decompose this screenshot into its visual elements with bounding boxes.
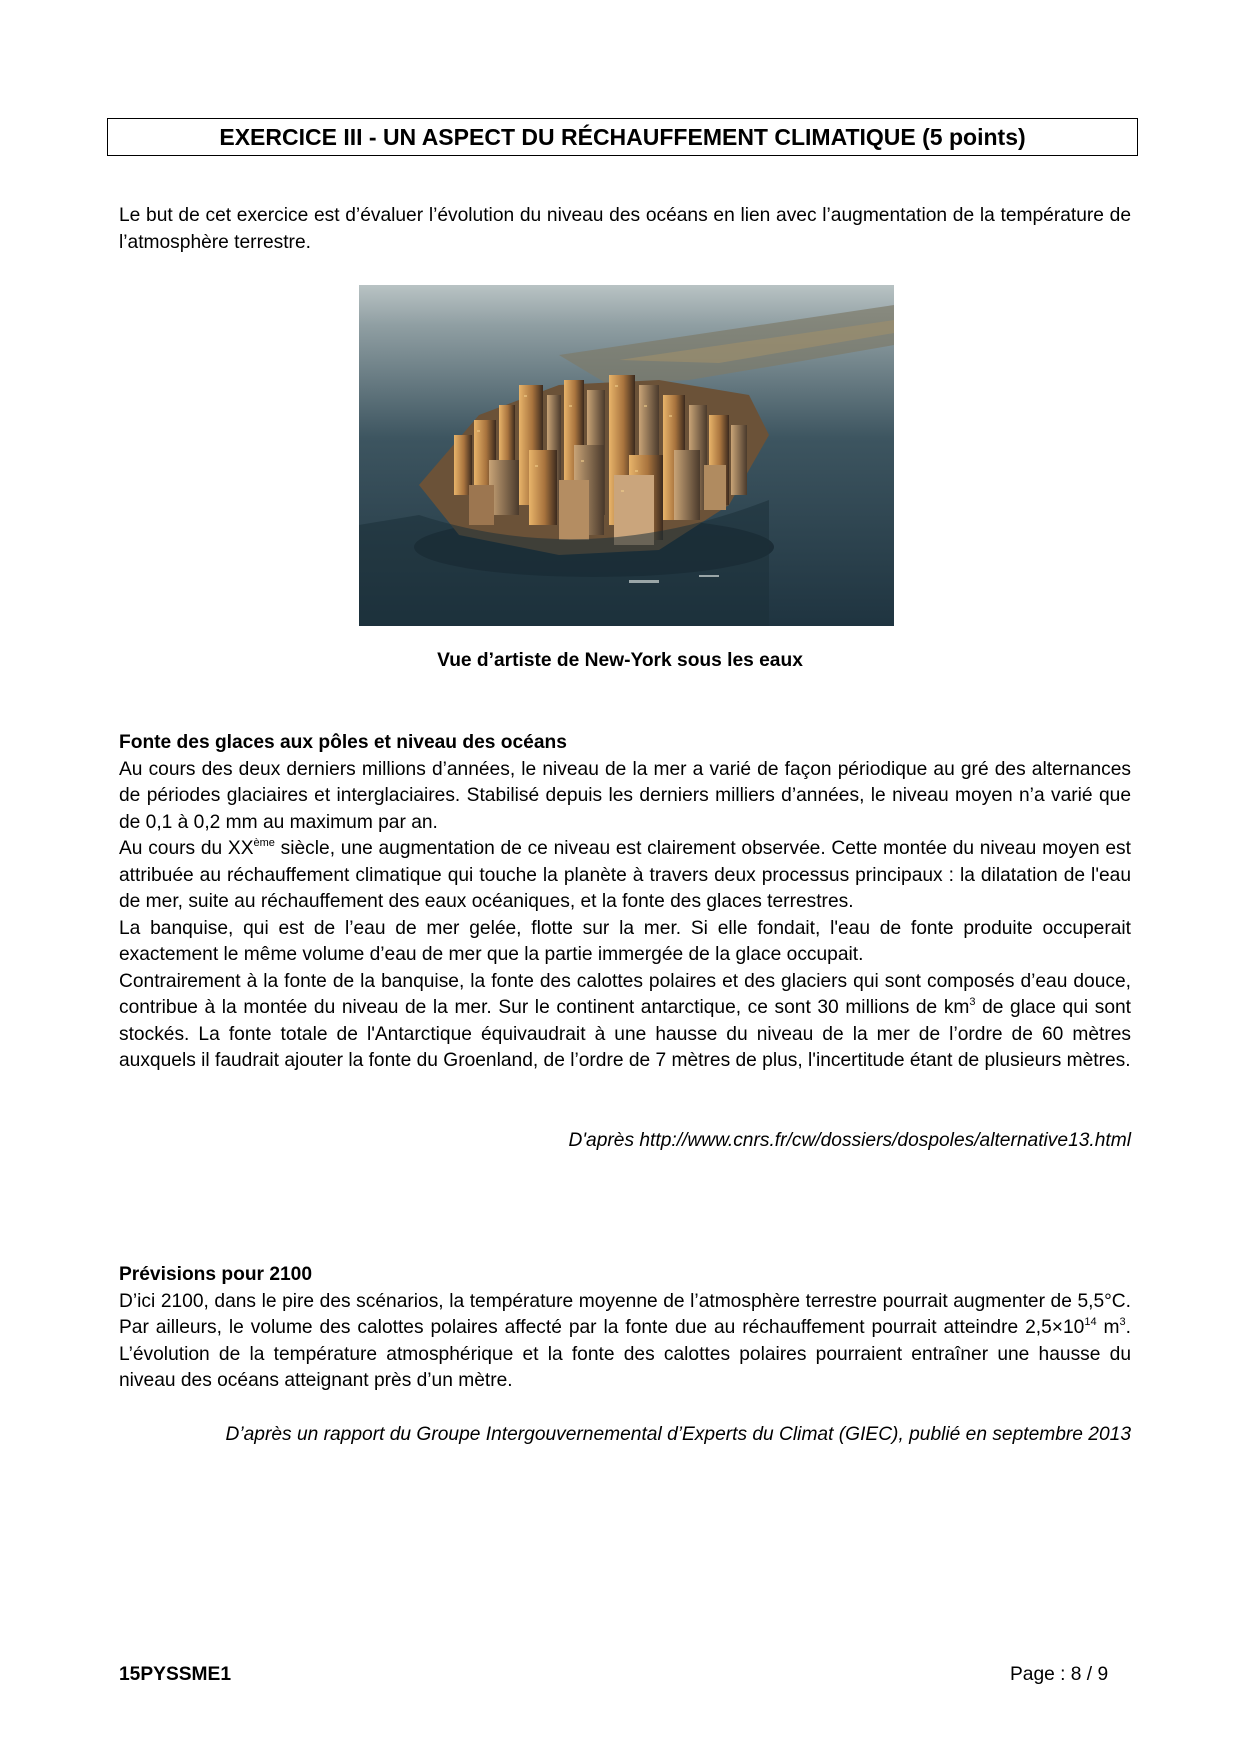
- document-code: 15PYSSME1: [119, 1664, 231, 1685]
- source-citation: D'après http://www.cnrs.fr/cw/dossiers/dospoles/alternative13.html: [568, 1130, 1131, 1151]
- page-number: Page : 8 / 9: [1010, 1664, 1109, 1685]
- section-heading: Fonte des glaces aux pôles et niveau des océans: [119, 732, 567, 753]
- paragraph: Au cours du XXème siècle, une augmentation de ce niveau est clairement observée. Cette montée du niveau moyen est attribuée au réchauffement climatique qui touche la planète à travers deux processus principaux : la dilatation de l'eau de mer, suite au réchauffement des eaux océaniques, et la fonte des glaces terrestres.: [119, 837, 1131, 912]
- paragraph: La banquise, qui est de l’eau de mer gelée, flotte sur la mer. Si elle fondait, l'eau de fonte produite occuperait exactement le même volume d’eau de mer que la partie immergée de la glace occupait.: [119, 917, 1131, 965]
- section-heading: Prévisions pour 2100: [119, 1264, 313, 1285]
- section-fonte-des-glaces: [119, 730, 1131, 1075]
- figure-caption: Vue d’artiste de New-York sous les eaux: [437, 650, 803, 671]
- paragraph: D’ici 2100, dans le pire des scénarios, la température moyenne de l’atmosphère terrestre pourrait augmenter de 5,5°C. Par ailleurs, le volume des calottes polaires affecté par la fonte due au réchauffement pourrait atteindre $2,5\times 10^{14}$ $m^3$. L’évolution de la température atmosphérique et la fonte des calottes polaires pourraient entraîner une hausse du niveau des océans atteignant près d’un mètre.: [119, 1290, 1131, 1391]
- paragraph: Contrairement à la fonte de la banquise, la fonte des calottes polaires et des glaciers qui sont composés d’eau douce, contribue à la montée du niveau de la mer. Sur le continent antarctique, ce sont 30 millions de $km^3$ de glace qui sont stockés. La fonte totale de l'Antarctique équivaudrait à une hausse du niveau de la mer de l’ordre de 60 mètres auxquels il faudrait ajouter la fonte du Groenland, de l’ordre de 7 mètres de plus, l'incertitude étant de plusieurs mètres.: [119, 970, 1131, 1071]
- section-previsions-2100: [119, 1262, 1131, 1395]
- paragraph: Au cours des deux derniers millions d’années, le niveau de la mer a varié de façon périodique au gré des alternances de périodes glaciaires et interglaciaires. Stabilisé depuis les derniers milliers d’années, le niveau moyen n’a varié que de 0,1 à 0,2 mm au maximum par an.: [119, 758, 1131, 833]
- intro-paragraph: Le but de cet exercice est d’évaluer l’évolution du niveau des océans en lien avec l’augmentation de la température de l’atmosphère terrestre.: [119, 205, 1131, 253]
- source-citation: D’après un rapport du Groupe Intergouvernemental d’Experts du Climat (GIEC), publié en septembre 2013: [225, 1424, 1131, 1445]
- flooded-new-york-image: [359, 285, 894, 626]
- exercise-title: EXERCICE III - UN ASPECT DU RÉCHAUFFEMENT CLIMATIQUE (5 points): [107, 118, 1138, 156]
